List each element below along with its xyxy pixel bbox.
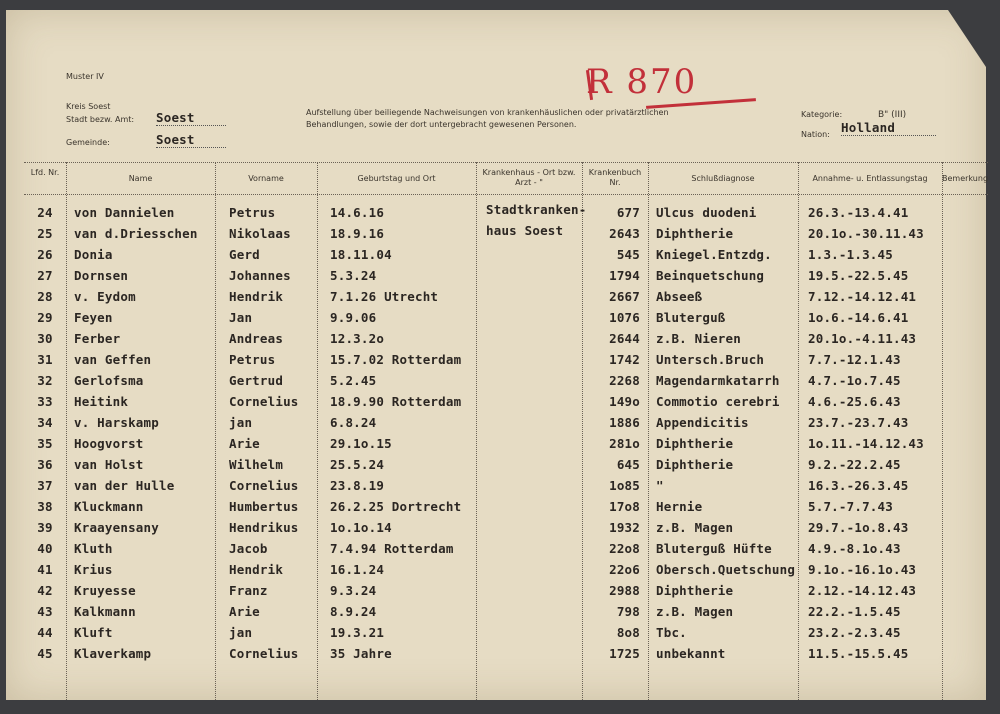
row-number: 25 (37, 226, 53, 241)
document-sheet (6, 10, 986, 700)
row-number: 28 (37, 289, 53, 304)
row-number: 29 (37, 310, 53, 325)
row-vorname: Arie (229, 604, 260, 619)
row-number: 40 (37, 541, 53, 556)
row-vorname: Jacob (229, 541, 268, 556)
row-number: 37 (37, 478, 53, 493)
table-row (24, 496, 988, 517)
row-diagnose: Beinquetschung (656, 268, 765, 283)
row-name: van Geffen (74, 352, 152, 367)
table-row (24, 370, 988, 391)
table-row (24, 454, 988, 475)
row-vorname: Cornelius (229, 394, 299, 409)
row-name: Gerlofsma (74, 373, 144, 388)
row-krankenbuch: 1o85 (609, 478, 640, 493)
table-row (24, 622, 988, 643)
row-name: van Holst (74, 457, 144, 472)
row-vorname: Hendrik (229, 289, 284, 304)
col-header-diagnose: Schlußdiagnose (691, 174, 755, 183)
row-vorname: Johannes (229, 268, 291, 283)
row-vorname: jan (229, 625, 253, 640)
row-diagnose: z.B. Nieren (656, 331, 741, 346)
kategorie-label: Kategorie: (801, 110, 843, 119)
row-geburt: 26.2.25 Dortrecht (330, 499, 462, 514)
stadt-value: Soest (156, 110, 226, 126)
row-krankenbuch: 1076 (609, 310, 640, 325)
row-diagnose: Bluterguß Hüfte (656, 541, 772, 556)
row-number: 27 (37, 268, 53, 283)
row-vorname: Gerd (229, 247, 260, 262)
table-row (24, 391, 988, 412)
row-number: 44 (37, 625, 53, 640)
row-geburt: 7.4.94 Rotterdam (330, 541, 454, 556)
row-number: 42 (37, 583, 53, 598)
row-number: 36 (37, 457, 53, 472)
row-name: van d.Driesschen (74, 226, 198, 241)
row-daten: 4.6.-25.6.43 (808, 394, 901, 409)
col-header-name: Name (128, 174, 153, 183)
row-name: van der Hulle (74, 478, 175, 493)
col-header-bemerkung: Bemerkung (942, 174, 988, 183)
row-vorname: Petrus (229, 352, 276, 367)
row-number: 30 (37, 331, 53, 346)
row-daten: 1.3.-1.3.45 (808, 247, 893, 262)
row-geburt: 25.5.24 (330, 457, 385, 472)
col-header-krankenbuch: Krankenbuch Nr. (588, 168, 642, 187)
row-geburt: 19.3.21 (330, 625, 385, 640)
row-geburt: 18.9.16 (330, 226, 385, 241)
row-daten: 19.5.-22.5.45 (808, 268, 909, 283)
row-diagnose: Magendarmkatarrh (656, 373, 780, 388)
row-daten: 11.5.-15.5.45 (808, 646, 909, 661)
row-name: Feyen (74, 310, 113, 325)
row-krankenbuch: 281o (609, 436, 640, 451)
row-geburt: 7.1.26 Utrecht (330, 289, 439, 304)
row-diagnose: Commotio cerebri (656, 394, 780, 409)
row-vorname: Humbertus (229, 499, 299, 514)
torn-corner (948, 10, 988, 70)
stadt-label: Stadt bezw. Amt: (66, 115, 135, 124)
row-daten: 7.12.-14.12.41 (808, 289, 917, 304)
col-header-lfd: Lfd. Nr. (30, 168, 60, 177)
row-vorname: Gertrud (229, 373, 284, 388)
row-diagnose: Ulcus duodeni (656, 205, 757, 220)
row-krankenbuch: 1742 (609, 352, 640, 367)
row-geburt: 5.2.45 (330, 373, 377, 388)
row-number: 41 (37, 562, 53, 577)
table-row (24, 601, 988, 622)
row-daten: 20.1o.-4.11.43 (808, 331, 917, 346)
row-name: Ferber (74, 331, 121, 346)
row-krankenbuch: 1886 (609, 415, 640, 430)
row-name: Krius (74, 562, 113, 577)
table-row (24, 475, 988, 496)
kategorie-value: B" (III) (878, 110, 907, 120)
row-diagnose: Obersch.Quetschung (656, 562, 796, 577)
row-daten: 9.2.-22.2.45 (808, 457, 901, 472)
row-diagnose: Diphtherie (656, 583, 734, 598)
row-name: Hoogvorst (74, 436, 144, 451)
row-daten: 16.3.-26.3.45 (808, 478, 909, 493)
row-geburt: 29.1o.15 (330, 436, 392, 451)
row-krankenbuch: 645 (616, 457, 640, 472)
row-diagnose: Appendicitis (656, 415, 749, 430)
row-krankenbuch: 2268 (609, 373, 640, 388)
row-geburt: 14.6.16 (330, 205, 385, 220)
row-name: v. Harskamp (74, 415, 159, 430)
table-row (24, 580, 988, 601)
kreis-label: Kreis Soest (66, 102, 111, 111)
row-krankenbuch: 677 (616, 205, 640, 220)
row-number: 39 (37, 520, 53, 535)
table-row (24, 223, 988, 244)
row-krankenbuch: 2988 (609, 583, 640, 598)
row-number: 32 (37, 373, 53, 388)
row-diagnose: Kniegel.Entzdg. (656, 247, 772, 262)
hospital-name-line-2: haus Soest (486, 223, 564, 238)
description-line-1: Aufstellung über beiliegende Nachweisungen von krankenhäuslichen oder privatärztlichen (306, 108, 669, 117)
row-daten: 4.7.-1o.7.45 (808, 373, 901, 388)
row-daten: 1o.11.-14.12.43 (808, 436, 924, 451)
row-geburt: 16.1.24 (330, 562, 385, 577)
row-name: Kruyesse (74, 583, 136, 598)
row-krankenbuch: 798 (616, 604, 640, 619)
row-krankenbuch: 2644 (609, 331, 640, 346)
row-vorname: jan (229, 415, 253, 430)
row-daten: 23.2.-2.3.45 (808, 625, 901, 640)
row-number: 34 (37, 415, 53, 430)
row-vorname: Wilhelm (229, 457, 284, 472)
row-diagnose: Diphtherie (656, 226, 734, 241)
row-name: Klaverkamp (74, 646, 152, 661)
row-diagnose: Bluterguß (656, 310, 726, 325)
table-row (24, 433, 988, 454)
archive-stamp: R 870 (586, 62, 698, 102)
row-diagnose: z.B. Magen (656, 520, 734, 535)
row-daten: 23.7.-23.7.43 (808, 415, 909, 430)
row-daten: 1o.6.-14.6.41 (808, 310, 909, 325)
row-diagnose: Hernie (656, 499, 703, 514)
row-vorname: Nikolaas (229, 226, 291, 241)
table-row (24, 307, 988, 328)
row-name: Kalkmann (74, 604, 136, 619)
row-krankenbuch: 17o8 (609, 499, 640, 514)
row-number: 38 (37, 499, 53, 514)
table-row (24, 538, 988, 559)
nation-label: Nation: (801, 130, 830, 139)
col-header-geburt: Geburtstag und Ort (357, 174, 436, 183)
table-row (24, 517, 988, 538)
row-name: Heitink (74, 394, 129, 409)
row-krankenbuch: 2667 (609, 289, 640, 304)
table-row (24, 265, 988, 286)
col-header-daten: Annahme- u. Entlassungstag (812, 174, 928, 183)
row-daten: 20.1o.-30.11.43 (808, 226, 924, 241)
row-diagnose: Tbc. (656, 625, 687, 640)
nation-value: Holland (841, 120, 936, 136)
row-geburt: 23.8.19 (330, 478, 385, 493)
row-daten: 5.7.-7.7.43 (808, 499, 893, 514)
row-name: Kraayensany (74, 520, 159, 535)
row-vorname: Cornelius (229, 478, 299, 493)
description-line-2: Behandlungen, sowie der dort untergebracht gewesenen Personen. (306, 120, 577, 129)
row-geburt: 15.7.02 Rotterdam (330, 352, 462, 367)
row-geburt: 18.11.04 (330, 247, 392, 262)
row-number: 43 (37, 604, 53, 619)
row-krankenbuch: 1932 (609, 520, 640, 535)
table-row (24, 202, 988, 223)
table-row (24, 244, 988, 265)
row-diagnose: unbekannt (656, 646, 726, 661)
row-diagnose: " (656, 478, 664, 493)
col-header-vorname: Vorname (248, 174, 284, 183)
row-diagnose: z.B. Magen (656, 604, 734, 619)
row-vorname: Arie (229, 436, 260, 451)
row-number: 26 (37, 247, 53, 262)
table-row (24, 286, 988, 307)
row-diagnose: Diphtherie (656, 436, 734, 451)
patient-table (24, 162, 988, 700)
row-vorname: Petrus (229, 205, 276, 220)
row-daten: 26.3.-13.4.41 (808, 205, 909, 220)
row-geburt: 12.3.2o (330, 331, 385, 346)
gemeinde-value: Soest (156, 132, 226, 148)
table-row (24, 349, 988, 370)
table-row (24, 412, 988, 433)
row-geburt: 35 Jahre (330, 646, 392, 661)
row-krankenbuch: 545 (616, 247, 640, 262)
row-vorname: Andreas (229, 331, 284, 346)
row-number: 35 (37, 436, 53, 451)
row-name: Kluft (74, 625, 113, 640)
row-vorname: Hendrik (229, 562, 284, 577)
row-krankenbuch: 22o6 (609, 562, 640, 577)
row-daten: 7.7.-12.1.43 (808, 352, 901, 367)
row-number: 31 (37, 352, 53, 367)
row-geburt: 9.3.24 (330, 583, 377, 598)
table-row (24, 559, 988, 580)
row-geburt: 1o.1o.14 (330, 520, 392, 535)
row-diagnose: Untersch.Bruch (656, 352, 765, 367)
gemeinde-label: Gemeinde: (66, 138, 110, 147)
row-krankenbuch: 2643 (609, 226, 640, 241)
row-daten: 29.7.-1o.8.43 (808, 520, 909, 535)
row-vorname: Hendrikus (229, 520, 299, 535)
row-krankenbuch: 8o8 (616, 625, 640, 640)
row-daten: 4.9.-8.1o.43 (808, 541, 901, 556)
row-number: 24 (37, 205, 53, 220)
row-krankenbuch: 1725 (609, 646, 640, 661)
row-name: von Dannielen (74, 205, 175, 220)
row-number: 45 (37, 646, 53, 661)
row-geburt: 8.9.24 (330, 604, 377, 619)
row-name: Kluckmann (74, 499, 144, 514)
row-name: v. Eydom (74, 289, 136, 304)
form-number: Muster IV (66, 72, 104, 81)
table-row (24, 643, 988, 664)
hospital-name-line-1: Stadtkranken- (486, 202, 587, 217)
row-name: Dornsen (74, 268, 129, 283)
row-diagnose: Diphtherie (656, 457, 734, 472)
row-geburt: 5.3.24 (330, 268, 377, 283)
col-header-krankenhaus: Krankenhaus - Ort bzw. Arzt - " (482, 168, 576, 187)
row-daten: 9.1o.-16.1o.43 (808, 562, 917, 577)
row-geburt: 9.9.06 (330, 310, 377, 325)
row-vorname: Jan (229, 310, 253, 325)
row-daten: 22.2.-1.5.45 (808, 604, 901, 619)
row-geburt: 6.8.24 (330, 415, 377, 430)
row-krankenbuch: 22o8 (609, 541, 640, 556)
table-row (24, 328, 988, 349)
row-daten: 2.12.-14.12.43 (808, 583, 917, 598)
row-geburt: 18.9.90 Rotterdam (330, 394, 462, 409)
row-vorname: Franz (229, 583, 268, 598)
row-krankenbuch: 1794 (609, 268, 640, 283)
row-name: Donia (74, 247, 113, 262)
row-name: Kluth (74, 541, 113, 556)
row-krankenbuch: 149o (609, 394, 640, 409)
row-diagnose: Abseeß (656, 289, 703, 304)
row-number: 33 (37, 394, 53, 409)
row-vorname: Cornelius (229, 646, 299, 661)
